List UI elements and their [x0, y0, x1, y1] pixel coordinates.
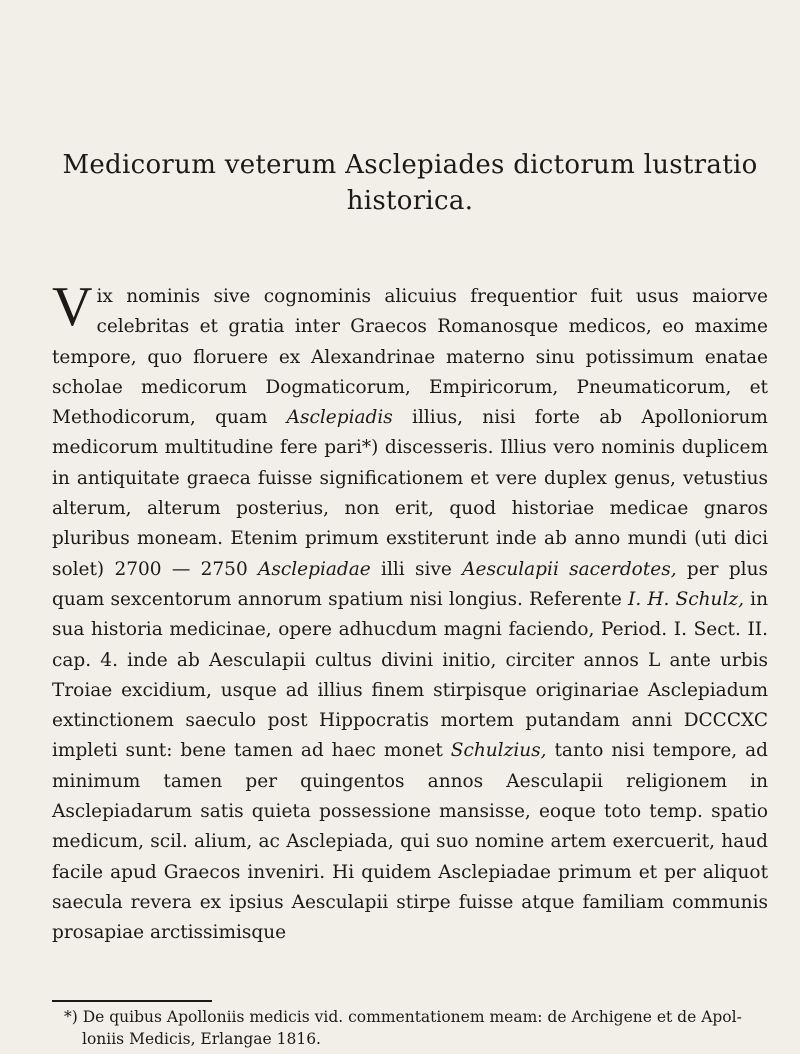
text-run: illi sive — [370, 558, 463, 580]
text-run: tanto nisi tempore, ad minimum tamen per quingentos annos Aesculapii religionem in Asclepiadarum satis quieta possessione mansisse, eoque toto temp. spatio medicum, scil. alium, ac Asclepiada, qui suo nomine artem exercuerit, haud facile apud Graecos inveniri. Hi quidem Asclepiadae primum et per aliquot saecula revera ex ipsius Aesculapii stirpe fuisse atque familiam communis prosapiae arctissimisque — [52, 740, 768, 944]
footnote-divider — [52, 1000, 212, 1002]
italic-name: Schulzius, — [450, 740, 547, 762]
italic-name: Aesculapii sacerdotes, — [462, 558, 677, 580]
text-run: per plus quam sexcentorum annorum spatium nisi longius. Referente — [52, 558, 768, 610]
body-paragraph — [52, 276, 769, 949]
drop-cap: V — [52, 276, 93, 338]
text-run: in sua historia medicinae, opere adhucdum magni faciendo, Period. I. Sect. II. cap. 4. inde ab Aesculapii cultus divini initio, circiter annos L ante urbis Troiae excidium, usque ad illius finem stirpisque originariae Asclepiadum extinctionem saeculo post Hippocratis mortem putandam anni DCCCXC impleti sunt: bene tamen ad haec monet — [52, 588, 769, 762]
footnote-reference: *) — [361, 437, 379, 459]
page-title: Medicorum veterum Asclepiades dictorum lustratio — [62, 150, 758, 180]
footnote-line: loniis Medicis, Erlangae 1816. — [82, 1030, 321, 1048]
text-run: discesseris. Illius vero nominis duplicem in antiquitate graeca fuisse significationem et vere duplex genus, vetustius alterum, alterum posterius, non erit, quod historiae medicae gnaros pluribus moneam. Etenim primum exstiterunt inde ab anno mundi (uti dici solet) 2700 — 2750 — [52, 437, 768, 580]
text-run: illius, nisi forte ab Apolloniorum medicorum multitudine fere pari — [52, 407, 768, 459]
italic-name: I. H. Schulz, — [628, 588, 744, 610]
footnote — [64, 1006, 764, 1050]
italic-name: Asclepiadae — [258, 558, 371, 580]
italic-name: Asclepiadis — [286, 407, 393, 429]
footnote-line: *) De quibus Apolloniis medicis vid. commentationem meam: de Archigene et de Apol- — [64, 1008, 742, 1026]
text-run: ix nominis sive cognominis alicuius frequentior fuit usus maiorve celebritas et gratia inter Graecos Romanosque medicos, eo maxime tempore, quo floruere ex Alexandrinae materno sinu potissimum enatae scholae medicorum Dogmaticorum, Empiricorum, Pneumaticorum, et Methodicorum, quam — [52, 286, 768, 429]
page-title-continuation: historica. — [346, 186, 474, 216]
